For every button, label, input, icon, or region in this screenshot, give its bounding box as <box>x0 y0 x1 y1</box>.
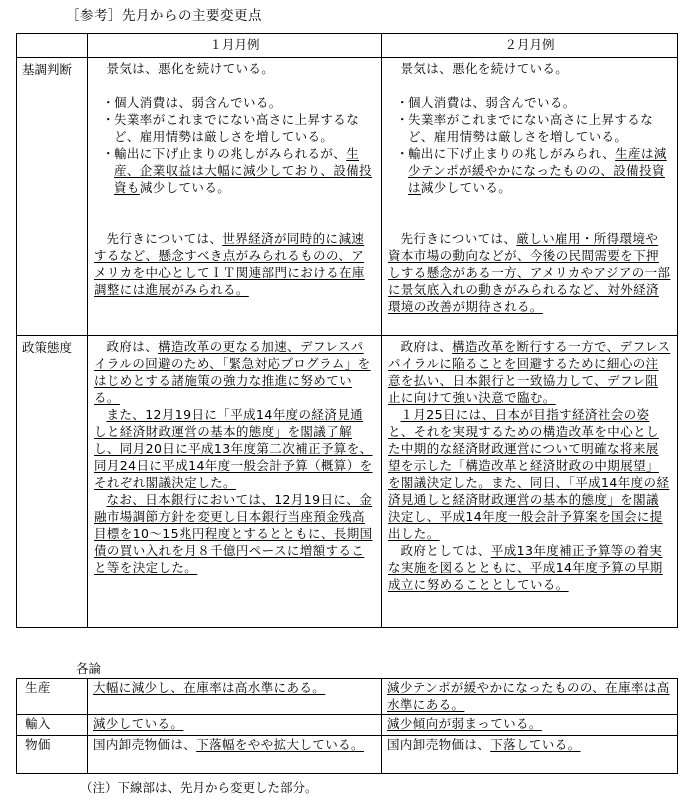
kicho-jan-outlook: 先行きについては、世界経済が同時的に減速するなど、懸念すべき点がみられるものの、アメリカを中心としてＩＴ関連部門における在庫調整には進展がみられる。 <box>94 231 365 297</box>
main-comparison-table <box>16 33 678 628</box>
kicho-label: 基調判断 <box>17 58 88 336</box>
kicho-jan-bullet-3: ・ 輸出に下げ止まりの兆しがみられるが、生産、企業収益は大幅に減少しており、設備投資も減少している。 <box>102 146 373 195</box>
kakuron-row-yunyu <box>17 715 678 736</box>
kicho-jan-cell <box>88 58 382 336</box>
kakuron-jan-bukka: 国内卸売物価は、下落幅をやや拡大している。 <box>88 736 382 774</box>
kicho-feb-bullet-2: ・ 失業率がこれまでにない高さに上昇するなど、雇用情勢は厳しさを増している。 <box>396 112 654 144</box>
header-row <box>17 34 678 58</box>
seisaku-jan-cell <box>88 336 382 628</box>
seisaku-feb-para-3: 政府としては、平成13年度補正予算等の着実な実施を図るとともに、平成14年度予算の早期成立に努めることとしている。 <box>388 543 663 592</box>
seisaku-row <box>17 336 678 628</box>
kicho-feb-outlook: 先行きについては、厳しい雇用・所得環境や資本市場の動向などが、今後の民間需要を下押しする懸念がある一方、アメリカやアジアの一部に景気底入れの動きがみられるなど、対外経済環境の改善が期待される。 <box>388 231 671 314</box>
page-title: ［参考］先月からの主要変更点 <box>66 8 262 24</box>
kakuron-label-seisan: 生産 <box>17 679 88 715</box>
header-empty-cell <box>17 34 88 58</box>
seisaku-jan-para-1: 政府は、構造改革の更なる加速、デフレスパイラルの回避のため、「緊急対応プログラム」をはじめとする諸施策の強力な推進に努めている。 <box>94 339 371 405</box>
seisaku-label: 政策態度 <box>17 336 88 628</box>
seisaku-feb-para-2: １月25日には、日本が目指す経済社会の姿と、それを実現するための構造改革を中心とした中期的な経済財政運営について明確な将来展望を示した「構造改革と経済財政の中期展望」を閣議決定した。また、同日、「平成14年度の経済見通しと経済財政運営の基本的態度」を閣議決定し、平成14年度一般会計予算案を国会に提出した。 <box>388 407 670 541</box>
seisaku-jan-para-3: なお、日本銀行においては、12月19日に、金融市場調節方針を変更し日本銀行当座預金残高目標を10～15兆円程度とするとともに、長期国債の買い入れを月８千億円ペースに増額すること等を決定した。 <box>94 492 373 575</box>
kakuron-feb-seisan: 減少テンポが緩やかになったものの、在庫率は高水準にある。 <box>382 679 678 715</box>
header-feb: ２月月例 <box>382 34 678 58</box>
kakuron-jan-seisan: 大幅に減少し、在庫率は高水準にある。 <box>88 679 382 715</box>
header-jan: １月月例 <box>88 34 382 58</box>
kicho-jan-bullet-2: ・ 失業率がこれまでにない高さに上昇するなど、雇用情勢は厳しさを増している。 <box>102 112 360 144</box>
kakuron-row-seisan <box>17 679 678 715</box>
kakuron-jan-yunyu: 減少している。 <box>88 715 382 736</box>
kicho-jan-lead: 景気は、悪化を続けている。 <box>106 61 275 76</box>
kakuron-table <box>16 678 678 774</box>
kicho-feb-bullet-1: ・ 個人消費は、弱含んでいる。 <box>396 95 576 110</box>
kakuron-feb-bukka: 国内卸売物価は、下落している。 <box>382 736 678 774</box>
kakuron-feb-yunyu: 減少傾向が弱まっている。 <box>382 715 678 736</box>
kicho-feb-lead: 景気は、悪化を続けている。 <box>400 61 569 76</box>
footnote: （注）下線部は、先月から変更した部分。 <box>80 780 318 795</box>
kicho-feb-bullet-3: ・ 輸出に下げ止まりの兆しがみられ、生産は減少テンポが緩やかになったものの、設備投資は減少している。 <box>396 146 667 195</box>
kicho-feb-cell <box>382 58 678 336</box>
seisaku-feb-para-1: 政府は、構造改革を断行する一方で、デフレスパイラルに陥ることを回避するために細心の注意を払い、日本銀行と一致協力して、デフレ阻止に向けて強い決意で臨む。 <box>388 339 671 405</box>
kakuron-row-bukka <box>17 736 678 774</box>
kicho-row <box>17 58 678 336</box>
kakuron-heading: 各論 <box>76 661 102 676</box>
kakuron-label-yunyu: 輸入 <box>17 715 88 736</box>
seisaku-jan-para-2: また、12月19日に「平成14年度の経済見通しと経済財政運営の基本的態度」を閣議了解し、同月20日に平成13年度第二次補正予算を、同月24日に平成14年度一般会計予算（概算）をそれぞれ閣議決定した。 <box>94 407 373 490</box>
seisaku-feb-cell <box>382 336 678 628</box>
kakuron-label-bukka: 物価 <box>17 736 88 774</box>
kicho-jan-bullet-1: ・ 個人消費は、弱含んでいる。 <box>102 95 282 110</box>
